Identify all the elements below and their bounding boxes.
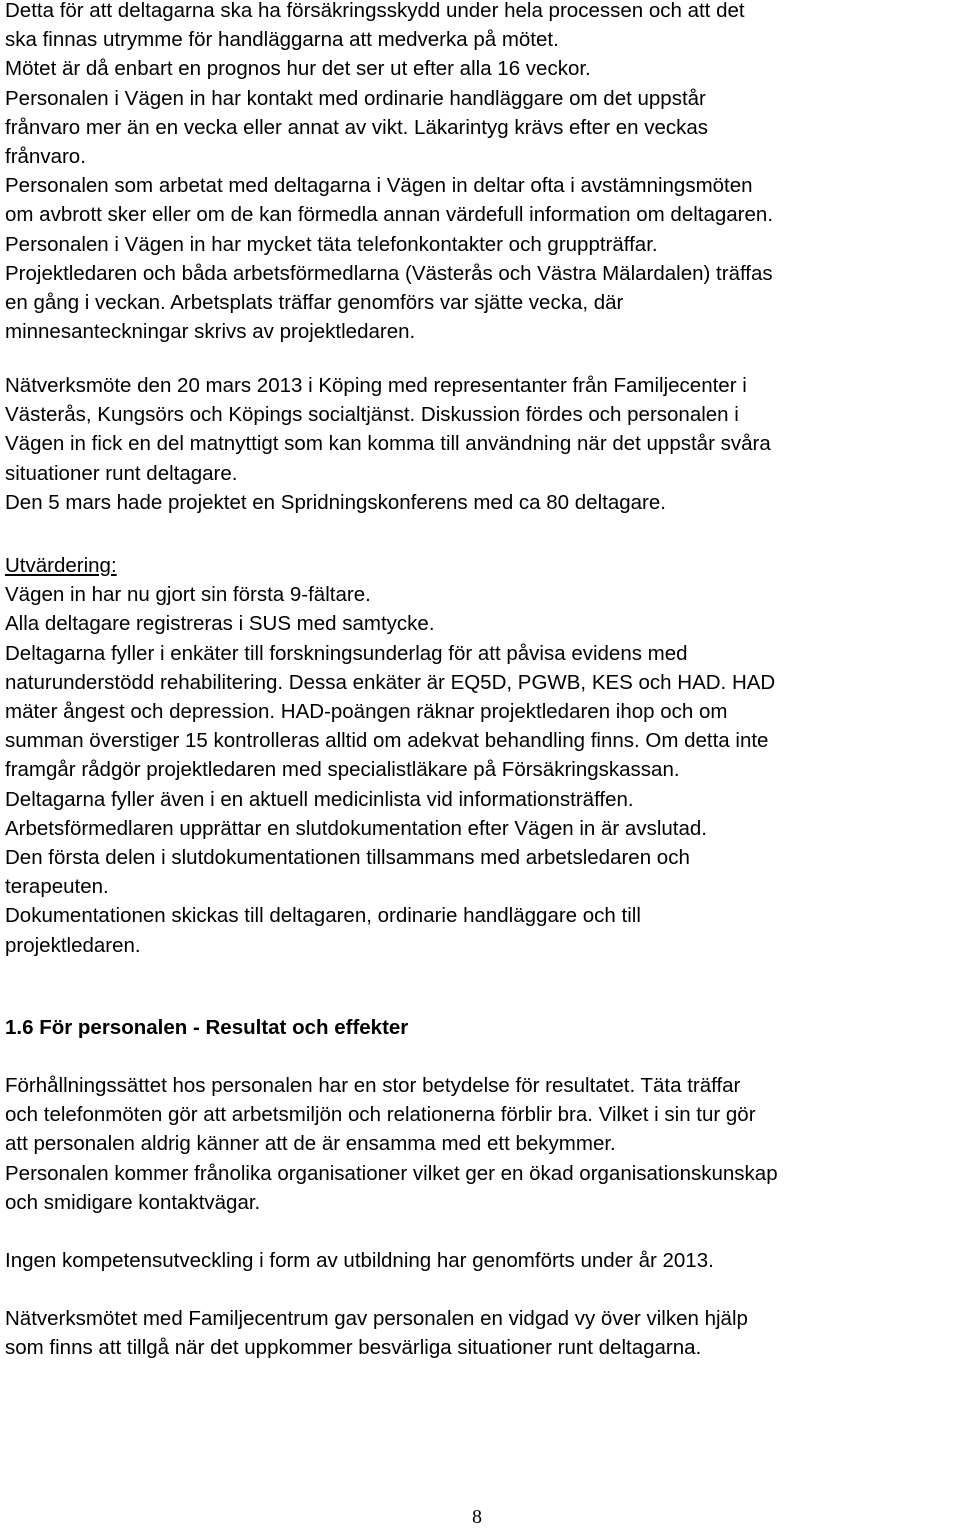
text-line: Vägen in har nu gjort sin första 9-fältare. — [5, 583, 371, 607]
text-line: Projektledaren och båda arbetsförmedlarna (Västerås och Västra Mälardalen) träffas — [5, 261, 773, 285]
paragraph-meetings — [5, 0, 957, 346]
text-line: Personalen i Vägen in har mycket täta telefonkontakter och gruppträffar. — [5, 232, 658, 256]
text-line: en gång i veckan. Arbetsplats träffar genomförs var sjätte vecka, där — [5, 291, 624, 315]
text-line: om avbrott sker eller om de kan förmedla annan värdefull information om deltagaren. — [5, 203, 774, 227]
text-line: Nätverksmöte den 20 mars 2013 i Köping med representanter från Familjecenter i — [5, 374, 747, 397]
text-line: Den första delen i slutdokumentationen tillsammans med arbetsledaren och — [5, 846, 690, 870]
text-line: mäter ångest och depression. HAD-poängen räknar projektledaren ihop och om — [5, 700, 728, 724]
evaluation-heading: Utvärdering: — [5, 554, 117, 577]
text-line: minnesanteckningar skrivs av projektledaren. — [5, 320, 416, 344]
text-line: Alla deltagare registreras i SUS med samtycke. — [5, 612, 435, 636]
text-line: Mötet är då enbart en prognos hur det ser ut efter alla 16 veckor. — [5, 57, 591, 81]
text-line: Ingen kompetensutveckling i form av utbildning har genomförts under år 2013. — [5, 1249, 714, 1272]
text-line: Arbetsförmedlaren upprättar en slutdokumentation efter Vägen in är avslutad. — [5, 816, 707, 840]
text-line: Deltagarna fyller i enkäter till forskningsunderlag för att påvisa evidens med — [5, 641, 688, 665]
text-line: Personalen som arbetat med deltagarna i Vägen in deltar ofta i avstämningsmöten — [5, 174, 753, 198]
text-line: Deltagarna fyller även i en aktuell medicinlista vid informationsträffen. — [5, 787, 634, 811]
section-evaluation — [5, 551, 957, 960]
paragraph-network-family-centre — [5, 1304, 957, 1362]
text-line: Den 5 mars hade projektet en Spridningskonferens med ca 80 deltagare. — [5, 490, 666, 514]
text-line: Dokumentationen skickas till deltagaren, ordinarie handläggare och till — [5, 904, 641, 928]
text-line: framgår rådgör projektledaren med specialistläkare på Försäkringskassan. — [5, 758, 680, 782]
text-line: situationer runt deltagare. — [5, 461, 238, 485]
text-line: summan överstiger 15 kontrolleras alltid om adekvat behandling finns. Om detta inte — [5, 729, 769, 753]
text-line: projektledaren. — [5, 933, 141, 957]
text-line: Förhållningssättet hos personalen har en stor betydelse för resultatet. Täta träffar — [5, 1074, 741, 1097]
page-number: 8 — [472, 1506, 482, 1528]
text-line: som finns att tillgå när det uppkommer besvärliga situationer runt deltagarna. — [5, 1336, 702, 1360]
text-line: frånvaro. — [5, 145, 86, 169]
text-line: Västerås, Kungsörs och Köpings socialtjänst. Diskussion fördes och personalen i — [5, 403, 739, 427]
text-line: frånvaro mer än en vecka eller annat av vikt. Läkarintyg krävs efter en veckas — [5, 115, 709, 139]
text-line: Nätverksmötet med Familjecentrum gav personalen en vidgad vy över vilken hjälp — [5, 1307, 748, 1330]
text-line: Personalen i Vägen in har kontakt med ordinarie handläggare om det uppstår — [5, 86, 706, 110]
text-line: terapeuten. — [5, 875, 109, 899]
text-line: naturunderstödd rehabilitering. Dessa enkäter är EQ5D, PGWB, KES och HAD. HAD — [5, 670, 776, 694]
paragraph-staff-approach — [5, 1071, 960, 1217]
text-line: Personalen kommer frånolika organisationer vilket ger en ökad organisationskunskap — [5, 1161, 778, 1185]
text-line: och smidigare kontaktvägar. — [5, 1190, 261, 1214]
text-line: och telefonmöten gör att arbetsmiljön och relationerna förblir bra. Vilket i sin tur gör — [5, 1103, 756, 1127]
text-line: att personalen aldrig känner att de är ensamma med ett bekymmer. — [5, 1132, 616, 1156]
text-line: Detta för att deltagarna ska ha försäkringsskydd under hela processen och att det — [5, 0, 745, 22]
paragraph-network-meeting — [5, 371, 957, 517]
text-line: Vägen in fick en del matnyttigt som kan komma till användning när det uppstår svåra — [5, 432, 771, 456]
paragraph-competence — [5, 1246, 957, 1275]
text-line: ska finnas utrymme för handläggarna att medverka på mötet. — [5, 28, 559, 52]
section-heading: 1.6 För personalen - Resultat och effekter — [5, 1016, 409, 1039]
